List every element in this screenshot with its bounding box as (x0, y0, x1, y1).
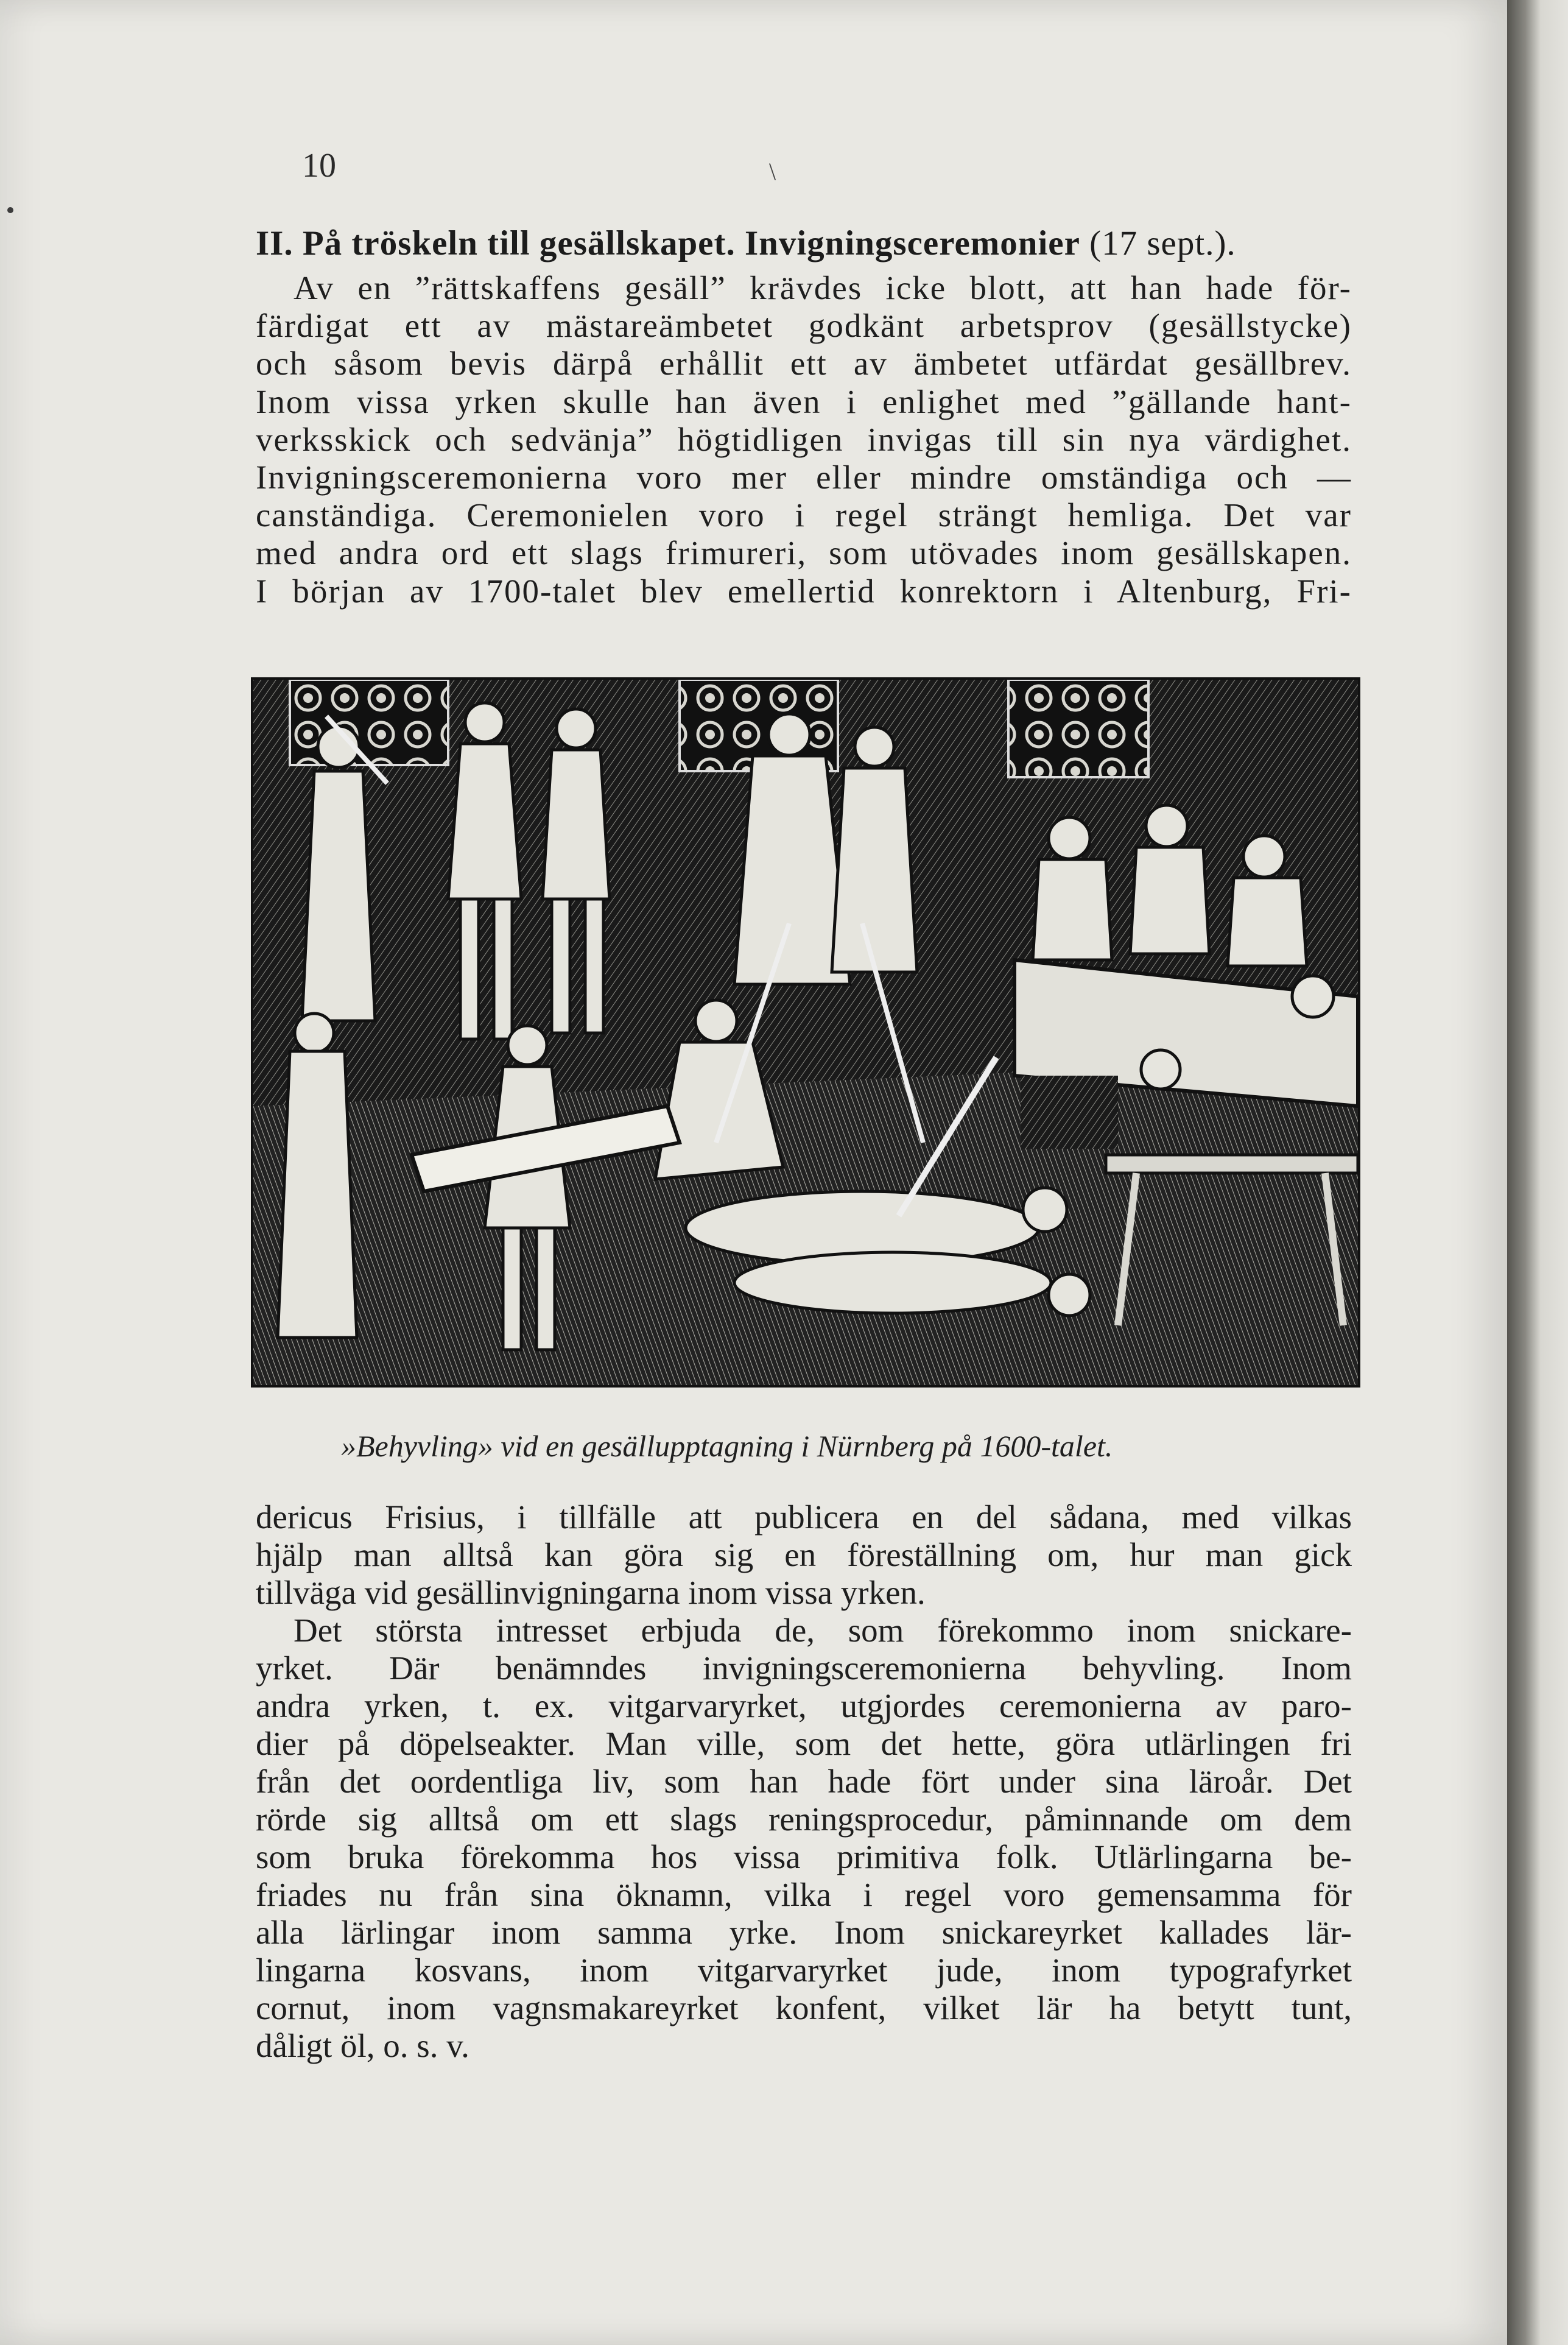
paragraph-continued (256, 1498, 1352, 2065)
figure-caption: »Behyvling» vid en gesällupptagning i Nürnberg på 1600-talet. (341, 1429, 1113, 1463)
text-line: Det största intresset erbjuda de, som förekommo inom snickare- (294, 1612, 1352, 1649)
text-line: tillväga vid gesällinvigningarna inom vissa yrken. (256, 1574, 926, 1611)
text-line: alla lärlingar inom samma yrke. Inom snickareyrket kallades lär- (256, 1914, 1352, 1951)
text-line: från det oordentliga liv, som han hade fört under sina läroår. Det (256, 1763, 1352, 1800)
text-line: Invigningsceremonierna voro mer eller mindre omständiga och — (256, 458, 1352, 496)
section-title: II. På tröskeln till gesällskapet. (256, 224, 736, 263)
text-line: lingarna kosvans, inom vitgarvaryrket jude, inom typografyrket (256, 1952, 1352, 1989)
section-heading (256, 224, 1401, 263)
text-line: cornut, inom vagnsmakareyrket konfent, vilket lär ha betytt tunt, (256, 1989, 1352, 2026)
text-line: och såsom bevis därpå erhållit ett av ämbetet utfärdat gesällbrev. (256, 345, 1352, 383)
text-line: yrket. Där benämndes invigningsceremonierna behyvling. Inom (256, 1649, 1352, 1687)
text-line: färdigat ett av mästareämbetet godkänt arbetsprov (gesällstycke) (256, 307, 1352, 345)
paragraph-intro (256, 269, 1352, 610)
text-line: dåligt öl, o. s. v. (256, 2027, 469, 2064)
text-line: verksskick och sedvänja” högtidligen invigas till sin nya värdighet. (256, 420, 1352, 458)
section-date: (17 sept.). (1089, 224, 1236, 263)
text-line: I början av 1700-talet blev emellertid konrektorn i Altenburg, Fri- (256, 572, 1352, 610)
margin-dot (7, 207, 13, 213)
text-line: som bruka förekomma hos vissa primitiva folk. Utlärlingarna be- (256, 1838, 1352, 1875)
text-line: dier på döpelseakter. Man ville, som det hette, göra utlärlingen fri (256, 1725, 1352, 1762)
section-subtitle: Invigningsceremonier (744, 224, 1080, 263)
woodcut-drawing (253, 680, 1358, 1385)
next-page-edge (1507, 0, 1568, 2345)
text-line: canständiga. Ceremonielen voro i regel strängt hemliga. Det var (256, 496, 1352, 534)
text-line: Av en ”rättskaffens gesäll” krävdes icke blott, att han hade för- (294, 269, 1352, 306)
page-number: 10 (302, 147, 336, 185)
text-line: andra yrken, t. ex. vitgarvaryrket, utgjordes ceremonierna av paro- (256, 1687, 1352, 1724)
stray-print-mark: \ (769, 158, 776, 185)
woodcut-illustration (251, 677, 1360, 1388)
text-line: rörde sig alltså om ett slags reningsprocedur, påminnande om dem (256, 1800, 1352, 1838)
text-line: med andra ord ett slags frimureri, som utövades inom gesällskapen. (256, 534, 1352, 572)
text-line: Inom vissa yrken skulle han även i enlighet med ”gällande hant- (256, 383, 1352, 420)
text-line: friades nu från sina öknamn, vilka i regel voro gemensamma för (256, 1876, 1352, 1913)
text-line: dericus Frisius, i tillfälle att publicera en del sådana, med vilkas (256, 1498, 1352, 1536)
text-line: hjälp man alltså kan göra sig en föreställning om, hur man gick (256, 1536, 1352, 1573)
